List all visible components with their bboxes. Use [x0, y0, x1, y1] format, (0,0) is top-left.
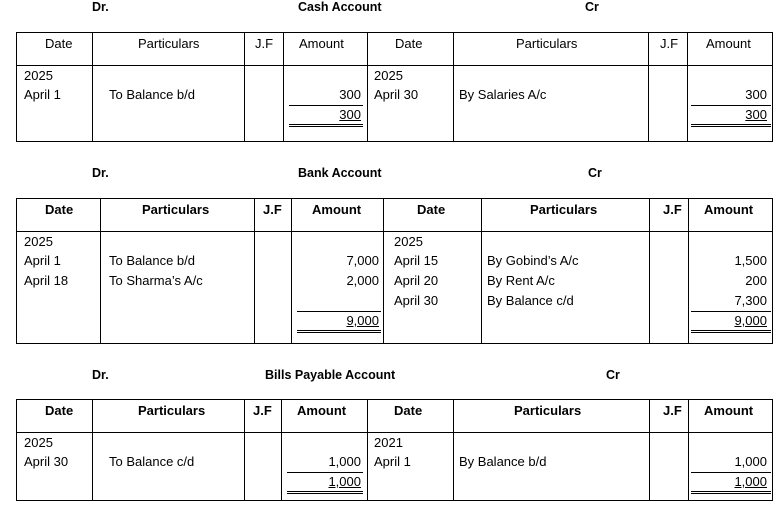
bills-header-particulars-debit: Particulars: [138, 403, 206, 418]
bills-ledger-table: [16, 399, 773, 501]
cash-header-row: [17, 33, 772, 66]
bank-credit-particulars: By Rent A/c: [487, 273, 555, 288]
bank-credit-date: April 20: [394, 273, 439, 288]
bank-dr-label: Dr.: [92, 166, 109, 180]
total-double-rule: [297, 330, 381, 333]
cash-title-row: [0, 0, 781, 20]
bills-cr-label: Cr: [606, 368, 620, 382]
bank-credit-amount: 200: [745, 273, 767, 288]
bank-header-row: [17, 199, 772, 232]
bank-debit-amount: 7,000: [346, 253, 379, 268]
col-divider: [244, 33, 245, 141]
bank-credit-year: 2025: [394, 234, 423, 249]
cash-credit-year: 2025: [374, 68, 403, 83]
col-divider: [254, 199, 255, 343]
total-double-rule: [289, 124, 363, 127]
col-divider: [281, 400, 282, 500]
col-divider: [453, 400, 454, 500]
bills-credit-total: [694, 473, 767, 491]
cash-header-jf-debit: J.F: [255, 36, 274, 51]
col-divider: [453, 33, 454, 141]
cash-header-amount-credit: Amount: [706, 36, 751, 51]
bank-debit-total-value: 9,000: [346, 313, 379, 328]
bank-debit-particulars: To Balance b/d: [109, 253, 196, 268]
bills-title-row: [0, 368, 781, 388]
cash-account: [0, 0, 781, 145]
cash-debit-total-value: 300: [339, 107, 361, 122]
col-divider: [367, 33, 368, 141]
bank-header-date-debit: Date: [45, 202, 74, 217]
cash-cr-label: Cr: [585, 0, 599, 14]
bills-credit-particulars: By Balance b/d: [459, 454, 547, 469]
bills-debit-total: [287, 473, 361, 491]
col-divider: [367, 400, 368, 500]
cash-credit-total-value: 300: [745, 107, 767, 122]
bills-header-row: [17, 400, 772, 433]
col-divider: [283, 33, 284, 141]
total-double-rule: [287, 491, 363, 494]
cash-debit-amount: 300: [339, 87, 361, 102]
bills-header-amount-credit: Amount: [704, 403, 754, 418]
bills-credit-amount: 1,000: [734, 454, 767, 469]
bank-debit-year: 2025: [24, 234, 53, 249]
col-divider: [687, 33, 688, 141]
bank-header-particulars-debit: Particulars: [142, 202, 210, 217]
bills-header-jf-credit: J.F: [663, 403, 682, 418]
bank-credit-total: [694, 312, 767, 330]
cash-header-date-debit: Date: [45, 36, 73, 51]
bank-debit-amount: 2,000: [346, 273, 379, 288]
total-double-rule: [691, 491, 771, 494]
col-divider: [481, 199, 482, 343]
bills-account-title: Bills Payable Account: [265, 368, 396, 382]
cash-credit-date: April 30: [374, 87, 419, 102]
bills-header-date-debit: Date: [45, 403, 74, 418]
bills-debit-particulars: To Balance c/d: [109, 454, 195, 469]
col-divider: [688, 400, 689, 500]
bank-header-date-credit: Date: [417, 202, 446, 217]
bank-account: [0, 166, 781, 346]
bank-account-title: Bank Account: [298, 166, 382, 180]
bills-dr-label: Dr.: [92, 368, 109, 382]
col-divider: [688, 199, 689, 343]
cash-header-date-credit: Date: [395, 36, 423, 51]
bills-credit-total-value: 1,000: [734, 474, 767, 489]
col-divider: [648, 33, 649, 141]
cash-dr-label: Dr.: [92, 0, 109, 14]
col-divider: [92, 400, 93, 500]
bills-header-date-credit: Date: [394, 403, 423, 418]
bills-debit-amount: 1,000: [328, 454, 361, 469]
cash-header-particulars-credit: Particulars: [516, 36, 578, 51]
cash-debit-total: [289, 106, 361, 124]
cash-account-title: Cash Account: [298, 0, 382, 14]
bills-header-jf-debit: J.F: [253, 403, 272, 418]
total-double-rule: [691, 330, 771, 333]
cash-header-particulars-debit: Particulars: [138, 36, 200, 51]
cash-credit-amount: 300: [745, 87, 767, 102]
bank-credit-particulars: By Balance c/d: [487, 293, 574, 308]
bills-debit-date: April 30: [24, 454, 69, 469]
cash-ledger-table: [16, 32, 773, 142]
bills-payable-account: [0, 368, 781, 506]
bills-debit-total-value: 1,000: [328, 474, 361, 489]
bank-credit-total-value: 9,000: [734, 313, 767, 328]
bank-credit-date: April 15: [394, 253, 439, 268]
col-divider: [100, 199, 101, 343]
cash-debit-date: April 1: [24, 87, 61, 102]
col-divider: [383, 199, 384, 343]
bank-header-amount-debit: Amount: [312, 202, 362, 217]
col-divider: [92, 33, 93, 141]
bank-title-row: [0, 166, 781, 186]
bills-header-particulars-credit: Particulars: [514, 403, 582, 418]
col-divider: [649, 199, 650, 343]
cash-header-amount-debit: Amount: [299, 36, 344, 51]
cash-credit-total: [693, 106, 767, 124]
bills-debit-year: 2025: [24, 435, 53, 450]
bank-credit-particulars: By Gobind’s A/c: [487, 253, 579, 268]
bank-credit-amount: 1,500: [734, 253, 767, 268]
bank-debit-total: [297, 312, 379, 330]
cash-credit-particulars: By Salaries A/c: [459, 87, 547, 102]
bank-header-jf-debit: J.F: [263, 202, 282, 217]
bank-debit-particulars: To Sharma’s A/c: [109, 273, 203, 288]
col-divider: [291, 199, 292, 343]
bills-credit-year: 2021: [374, 435, 403, 450]
bank-header-jf-credit: J.F: [663, 202, 682, 217]
bank-debit-date: April 1: [24, 253, 61, 268]
bank-credit-date: April 30: [394, 293, 439, 308]
bills-credit-date: April 1: [374, 454, 411, 469]
cash-debit-particulars: To Balance b/d: [109, 87, 196, 102]
bank-header-particulars-credit: Particulars: [530, 202, 598, 217]
col-divider: [649, 400, 650, 500]
bank-credit-amount: 7,300: [734, 293, 767, 308]
cash-header-jf-credit: J.F: [660, 36, 679, 51]
bank-debit-date: April 18: [24, 273, 69, 288]
bills-header-amount-debit: Amount: [297, 403, 347, 418]
bank-header-amount-credit: Amount: [704, 202, 754, 217]
bank-ledger-table: [16, 198, 773, 344]
col-divider: [244, 400, 245, 500]
total-double-rule: [691, 124, 771, 127]
cash-debit-year: 2025: [24, 68, 53, 83]
bank-cr-label: Cr: [588, 166, 602, 180]
